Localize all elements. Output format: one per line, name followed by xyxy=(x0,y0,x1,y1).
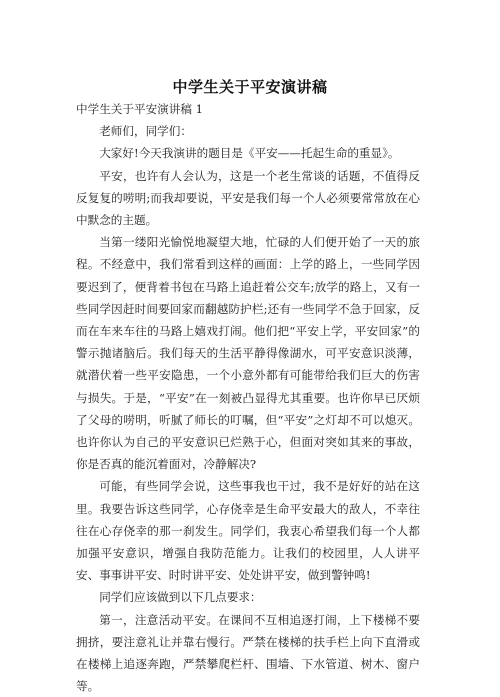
greeting-paragraph: 老师们，同学们： xyxy=(99,124,192,139)
body-paragraph: 可能，有些同学会说，这些事我也干过，我不是好好的站在这里。我要告诉这些同学，心存侥幸是生命平安最大的敌人，不幸往往在心存侥幸的那一刹发生。同学们，我衷心希望我们每一个人都加强平安意识，增强自我防范能力。让我们的校园里，人人讲平安、事事讲平安、时时讲平安、处处讲平安，做到警钟鸣! xyxy=(76,479,420,583)
document-subtitle: 中学生关于平安演讲稿 1 xyxy=(76,102,203,116)
body-paragraph: 当第一缕阳光愉悦地凝望大地，忙碌的人们便开始了一天的旅程。不经意中，我们常看到这样的画面：上学的路上，一些同学因要迟到了，便背着书包在马路上追赶着公交车;放学的路上，又有一些同学因赶时间要回家而翻越防护栏;还有一些同学不急于回家，反而在车来车往的马路上嬉戏打闹。他们把“平安上学，平安回家”的警示抛诸脑后。我们每天的生活平静得像湖水，可平安意识淡薄，就潜伏着一些平安隐患，一个小意外都有可能带给我们巨大的伤害与损失。于是，“平安”在一刻被凸显得尤其重要。也许你早已厌烦了父母的唠明，听腻了师长的叮嘱，但“平安”之灯却不可以熄灭。也许你认为自己的平安意识已烂熟于心，但面对突如其来的事故，你是否真的能沉着面对，冷静解决? xyxy=(76,235,420,472)
body-paragraph: 第一，注意活动平安。在课间不互相追逐打闹，上下楼梯不要拥挤，要注意礼让并靠右慢行。严禁在楼梯的扶手栏上向下直滑或在楼梯上追逐奔跑，严禁攀爬栏杆、围墙、下水管道、树木、窗户等。 xyxy=(76,612,420,694)
body-paragraph: 平安，也许有人会认为，这是一个老生常谈的话题，不值得反反复复的唠明;而我却要说，平安是我们每一个人必须要常常放在心中默念的主题。 xyxy=(76,168,420,228)
intro-paragraph: 大家好!今天我演讲的题目是《平安——托起生命的重显》。 xyxy=(99,146,400,161)
body-paragraph: 同学们应该做到以下几点要求： xyxy=(99,590,262,605)
document-body xyxy=(76,98,420,697)
page-title: 中学生关于平安演讲稿 xyxy=(172,78,328,96)
